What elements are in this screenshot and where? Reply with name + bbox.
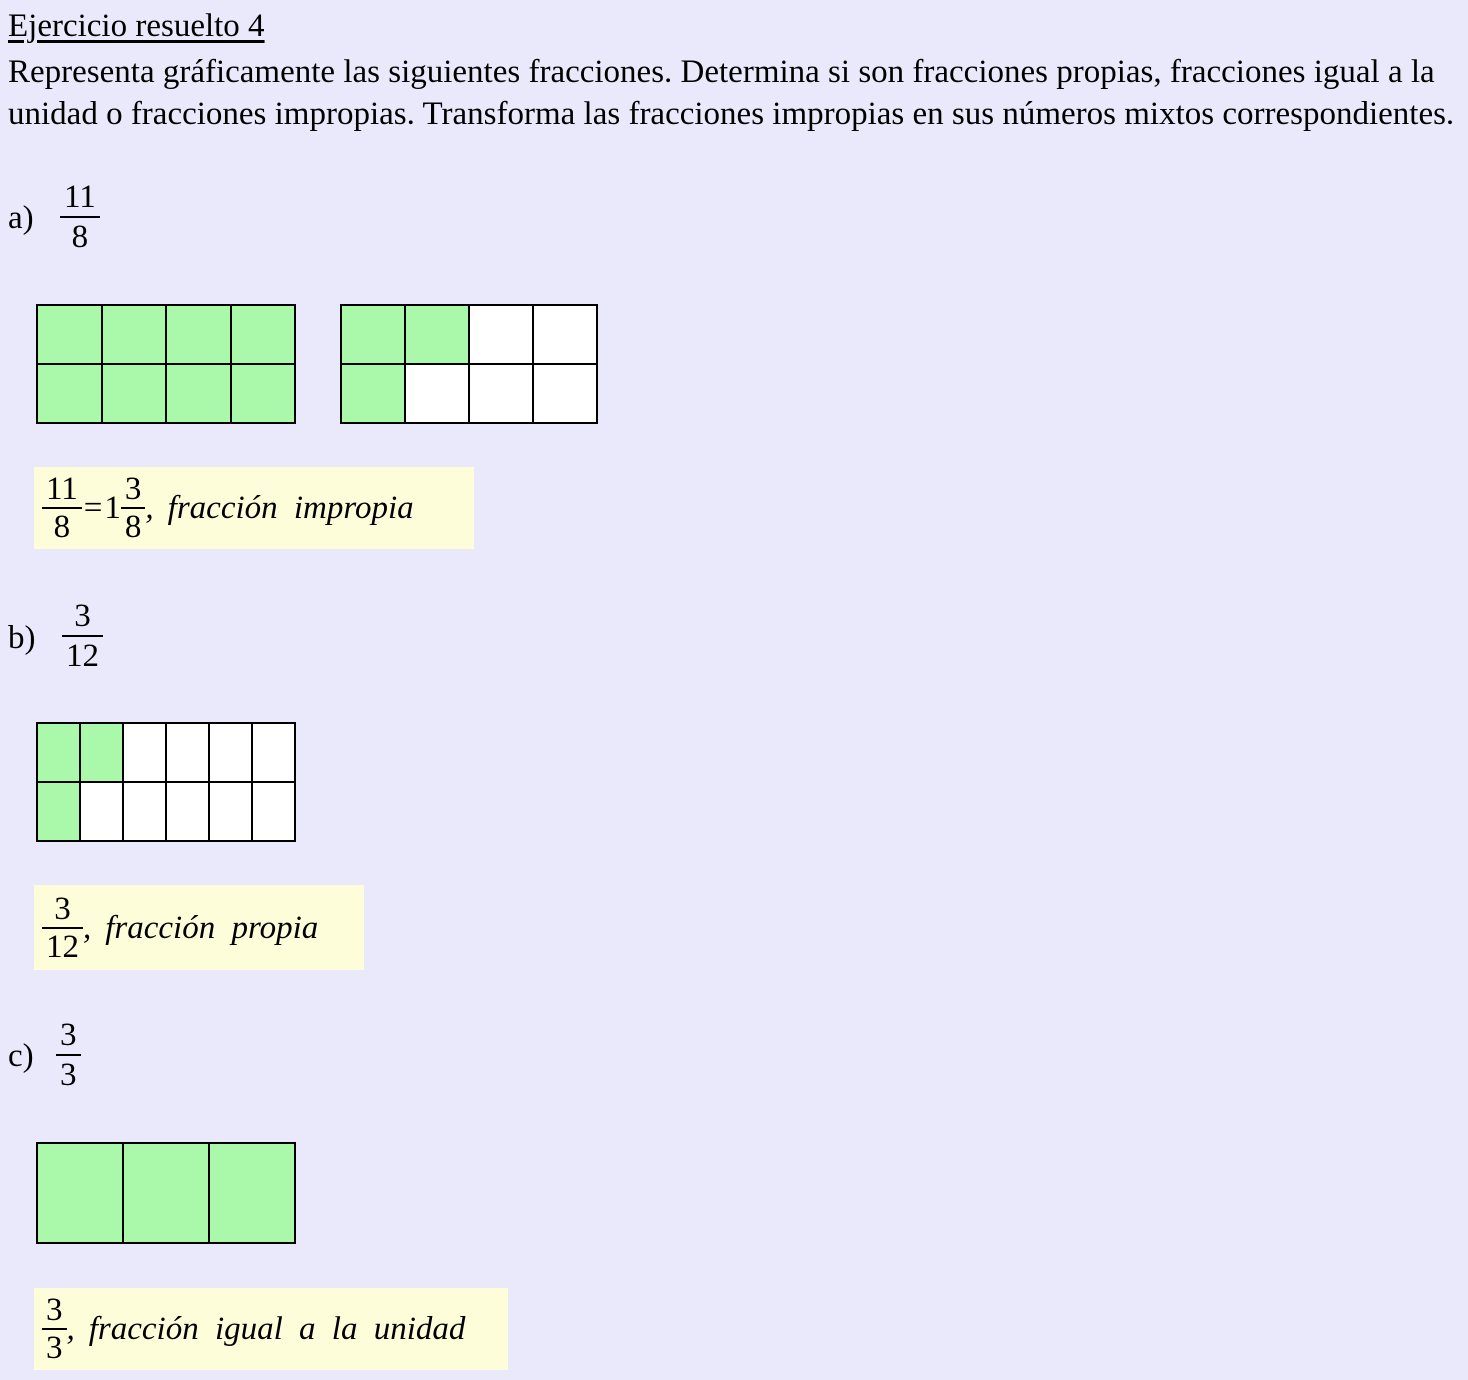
filled-cell <box>123 1143 209 1243</box>
filled-cell <box>405 305 469 364</box>
filled-cell <box>37 782 80 841</box>
item-a-grid-1 <box>36 304 296 424</box>
empty-cell <box>123 723 166 782</box>
item-b-answer <box>34 885 364 970</box>
item-b-grid <box>36 722 296 842</box>
fraction-numerator: 11 <box>46 471 78 507</box>
answer-classification: fracción propia <box>105 909 319 946</box>
item-c-fraction <box>56 1016 81 1094</box>
filled-cell <box>37 305 102 364</box>
item-a-fraction <box>60 178 100 256</box>
item-a-grid-2 <box>340 304 598 424</box>
exercise-statement: Representa gráficamente las siguientes fracciones. Determina si son fracciones propias, fracciones igual a la unidad o fracciones impropias. Transforma las fracciones impropias en sus números mixtos correspondientes. <box>8 54 1455 132</box>
empty-cell <box>80 782 123 841</box>
answer-comma: , <box>83 909 92 946</box>
item-c-grid <box>36 1142 296 1244</box>
mixed-fraction <box>121 471 146 545</box>
item-a-label: a) <box>8 200 34 236</box>
fraction-denominator: 12 <box>46 928 79 965</box>
empty-cell <box>209 782 252 841</box>
fraction-denominator: 8 <box>71 219 89 255</box>
answer-classification: fracción igual a la unidad <box>88 1311 466 1347</box>
empty-cell <box>533 305 597 364</box>
fraction-numerator: 11 <box>64 179 96 215</box>
filled-cell <box>80 723 123 782</box>
filled-cell <box>166 364 231 423</box>
item-b-fraction <box>62 597 103 675</box>
empty-cell <box>166 782 209 841</box>
filled-cell <box>37 364 102 423</box>
fraction-denominator: 3 <box>60 1057 77 1093</box>
answer-classification: fracción impropia <box>167 490 414 526</box>
fraction-denominator: 3 <box>46 1330 63 1366</box>
filled-cell <box>37 723 80 782</box>
filled-cell <box>341 364 405 423</box>
fraction-numerator: 3 <box>54 890 71 927</box>
equals-sign: = <box>83 490 103 526</box>
filled-cell <box>341 305 405 364</box>
filled-cell <box>37 1143 123 1243</box>
answer-comma: , <box>66 1311 75 1347</box>
empty-cell <box>123 782 166 841</box>
filled-cell <box>102 305 167 364</box>
empty-cell <box>533 364 597 423</box>
filled-cell <box>231 364 296 423</box>
item-b-label: b) <box>8 620 36 656</box>
empty-cell <box>252 782 295 841</box>
item-c-answer <box>34 1288 508 1370</box>
exercise-title: Ejercicio resuelto 4 <box>8 8 265 44</box>
filled-cell <box>166 305 231 364</box>
empty-cell <box>469 364 533 423</box>
fraction-denominator: 8 <box>124 509 142 545</box>
answer-comma: , <box>145 490 154 526</box>
item-c-label: c) <box>8 1038 34 1074</box>
fraction-numerator: 3 <box>74 598 91 634</box>
mixed-whole: 1 <box>104 490 121 526</box>
fraction-denominator: 12 <box>66 638 99 674</box>
empty-cell <box>166 723 209 782</box>
filled-cell <box>231 305 296 364</box>
answer-fraction <box>42 1292 67 1366</box>
answer-fraction <box>42 471 82 545</box>
filled-cell <box>209 1143 295 1243</box>
empty-cell <box>209 723 252 782</box>
fraction-numerator: 3 <box>60 1017 77 1053</box>
empty-cell <box>405 364 469 423</box>
fraction-numerator: 3 <box>46 1292 63 1328</box>
filled-cell <box>102 364 167 423</box>
empty-cell <box>252 723 295 782</box>
empty-cell <box>469 305 533 364</box>
fraction-numerator: 3 <box>124 471 142 507</box>
item-a-answer <box>34 467 474 549</box>
fraction-denominator: 8 <box>53 509 71 545</box>
answer-fraction <box>42 891 83 965</box>
